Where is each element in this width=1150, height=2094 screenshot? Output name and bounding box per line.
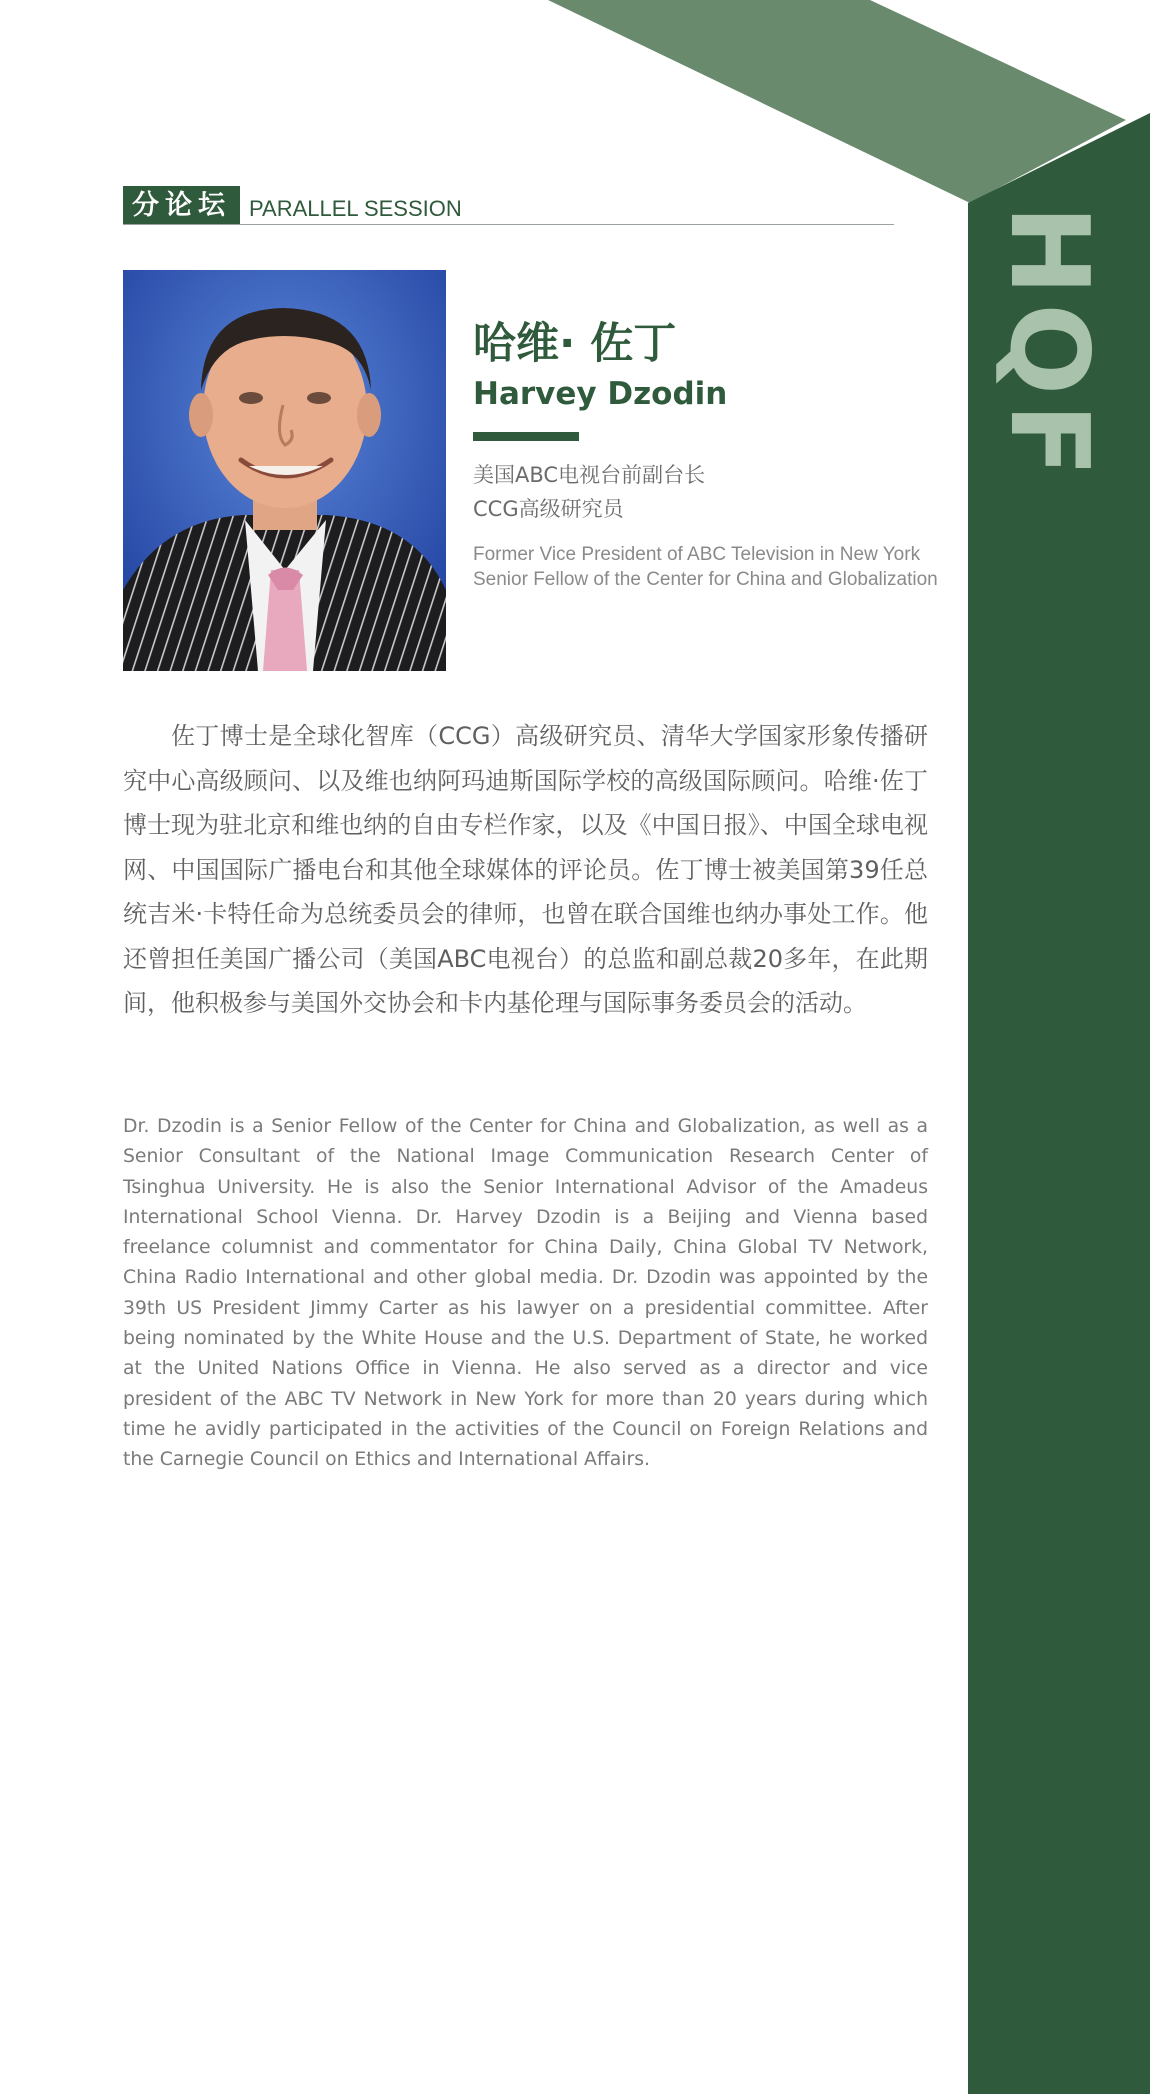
speaker-title-cn-2: CCG高级研究员	[473, 497, 624, 521]
session-header	[123, 186, 894, 225]
speaker-title-cn-1: 美国ABC电视台前副台长	[473, 463, 706, 487]
biography-english: Dr. Dzodin is a Senior Fellow of the Center for China and Globalization, as well as a Senior Consultant of the National Image Communication Research Center of Tsinghua University. He is also the Senior International Advisor of the Amadeus International School Vienna. Dr. Harvey Dzodin is a Beijing and Vienna based freelance columnist and commentator for China Daily, China Global TV Network, China Radio International and other global media. Dr. Dzodin was appointed by the 39th US President Jimmy Carter as his lawyer on a presidential committee. After being nominated by the White House and the U.S. Department of State, he worked at the United Nations Office in Vienna. He also served as a director and vice president of the ABC TV Network in New York for more than 20 years during which time he avidly participated in the activities of the Council on Foreign Relations and the Carnegie Council on Ethics and International Affairs.	[123, 1116, 928, 1471]
speaker-portrait	[123, 270, 446, 671]
session-tag: 分论坛	[123, 186, 240, 225]
speaker-name-english: Harvey Dzodin	[473, 376, 728, 412]
name-accent-bar	[473, 432, 579, 441]
biography-chinese: 佐丁博士是全球化智库（CCG）高级研究员、清华大学国家形象传播研究中心高级顾问、以及维也纳阿玛迪斯国际学校的高级国际顾问。哈维·佐丁博士现为驻北京和维也纳的自由专栏作家，以及《中国日报》、中国全球电视网、中国国际广播电台和其他全球媒体的评论员。佐丁博士被美国第39任总统吉米·卡特任命为总统委员会的律师，也曾在联合国维也纳办事处工作。他还曾担任美国广播公司（美国ABC电视台）的总监和副总裁20多年，在此期间，他积极参与美国外交协会和卡内基伦理与国际事务委员会的活动。	[123, 722, 928, 1017]
header-divider	[123, 224, 894, 225]
brand-logo-text: HQF	[986, 205, 1111, 485]
speaker-title-en-1: Former Vice President of ABC Television in New York	[473, 544, 921, 565]
speaker-title-en-2: Senior Fellow of the Center for China and Globalization	[473, 569, 938, 590]
speaker-name-chinese: 哈维· 佐丁	[473, 319, 677, 369]
session-label: PARALLEL SESSION	[249, 196, 462, 221]
